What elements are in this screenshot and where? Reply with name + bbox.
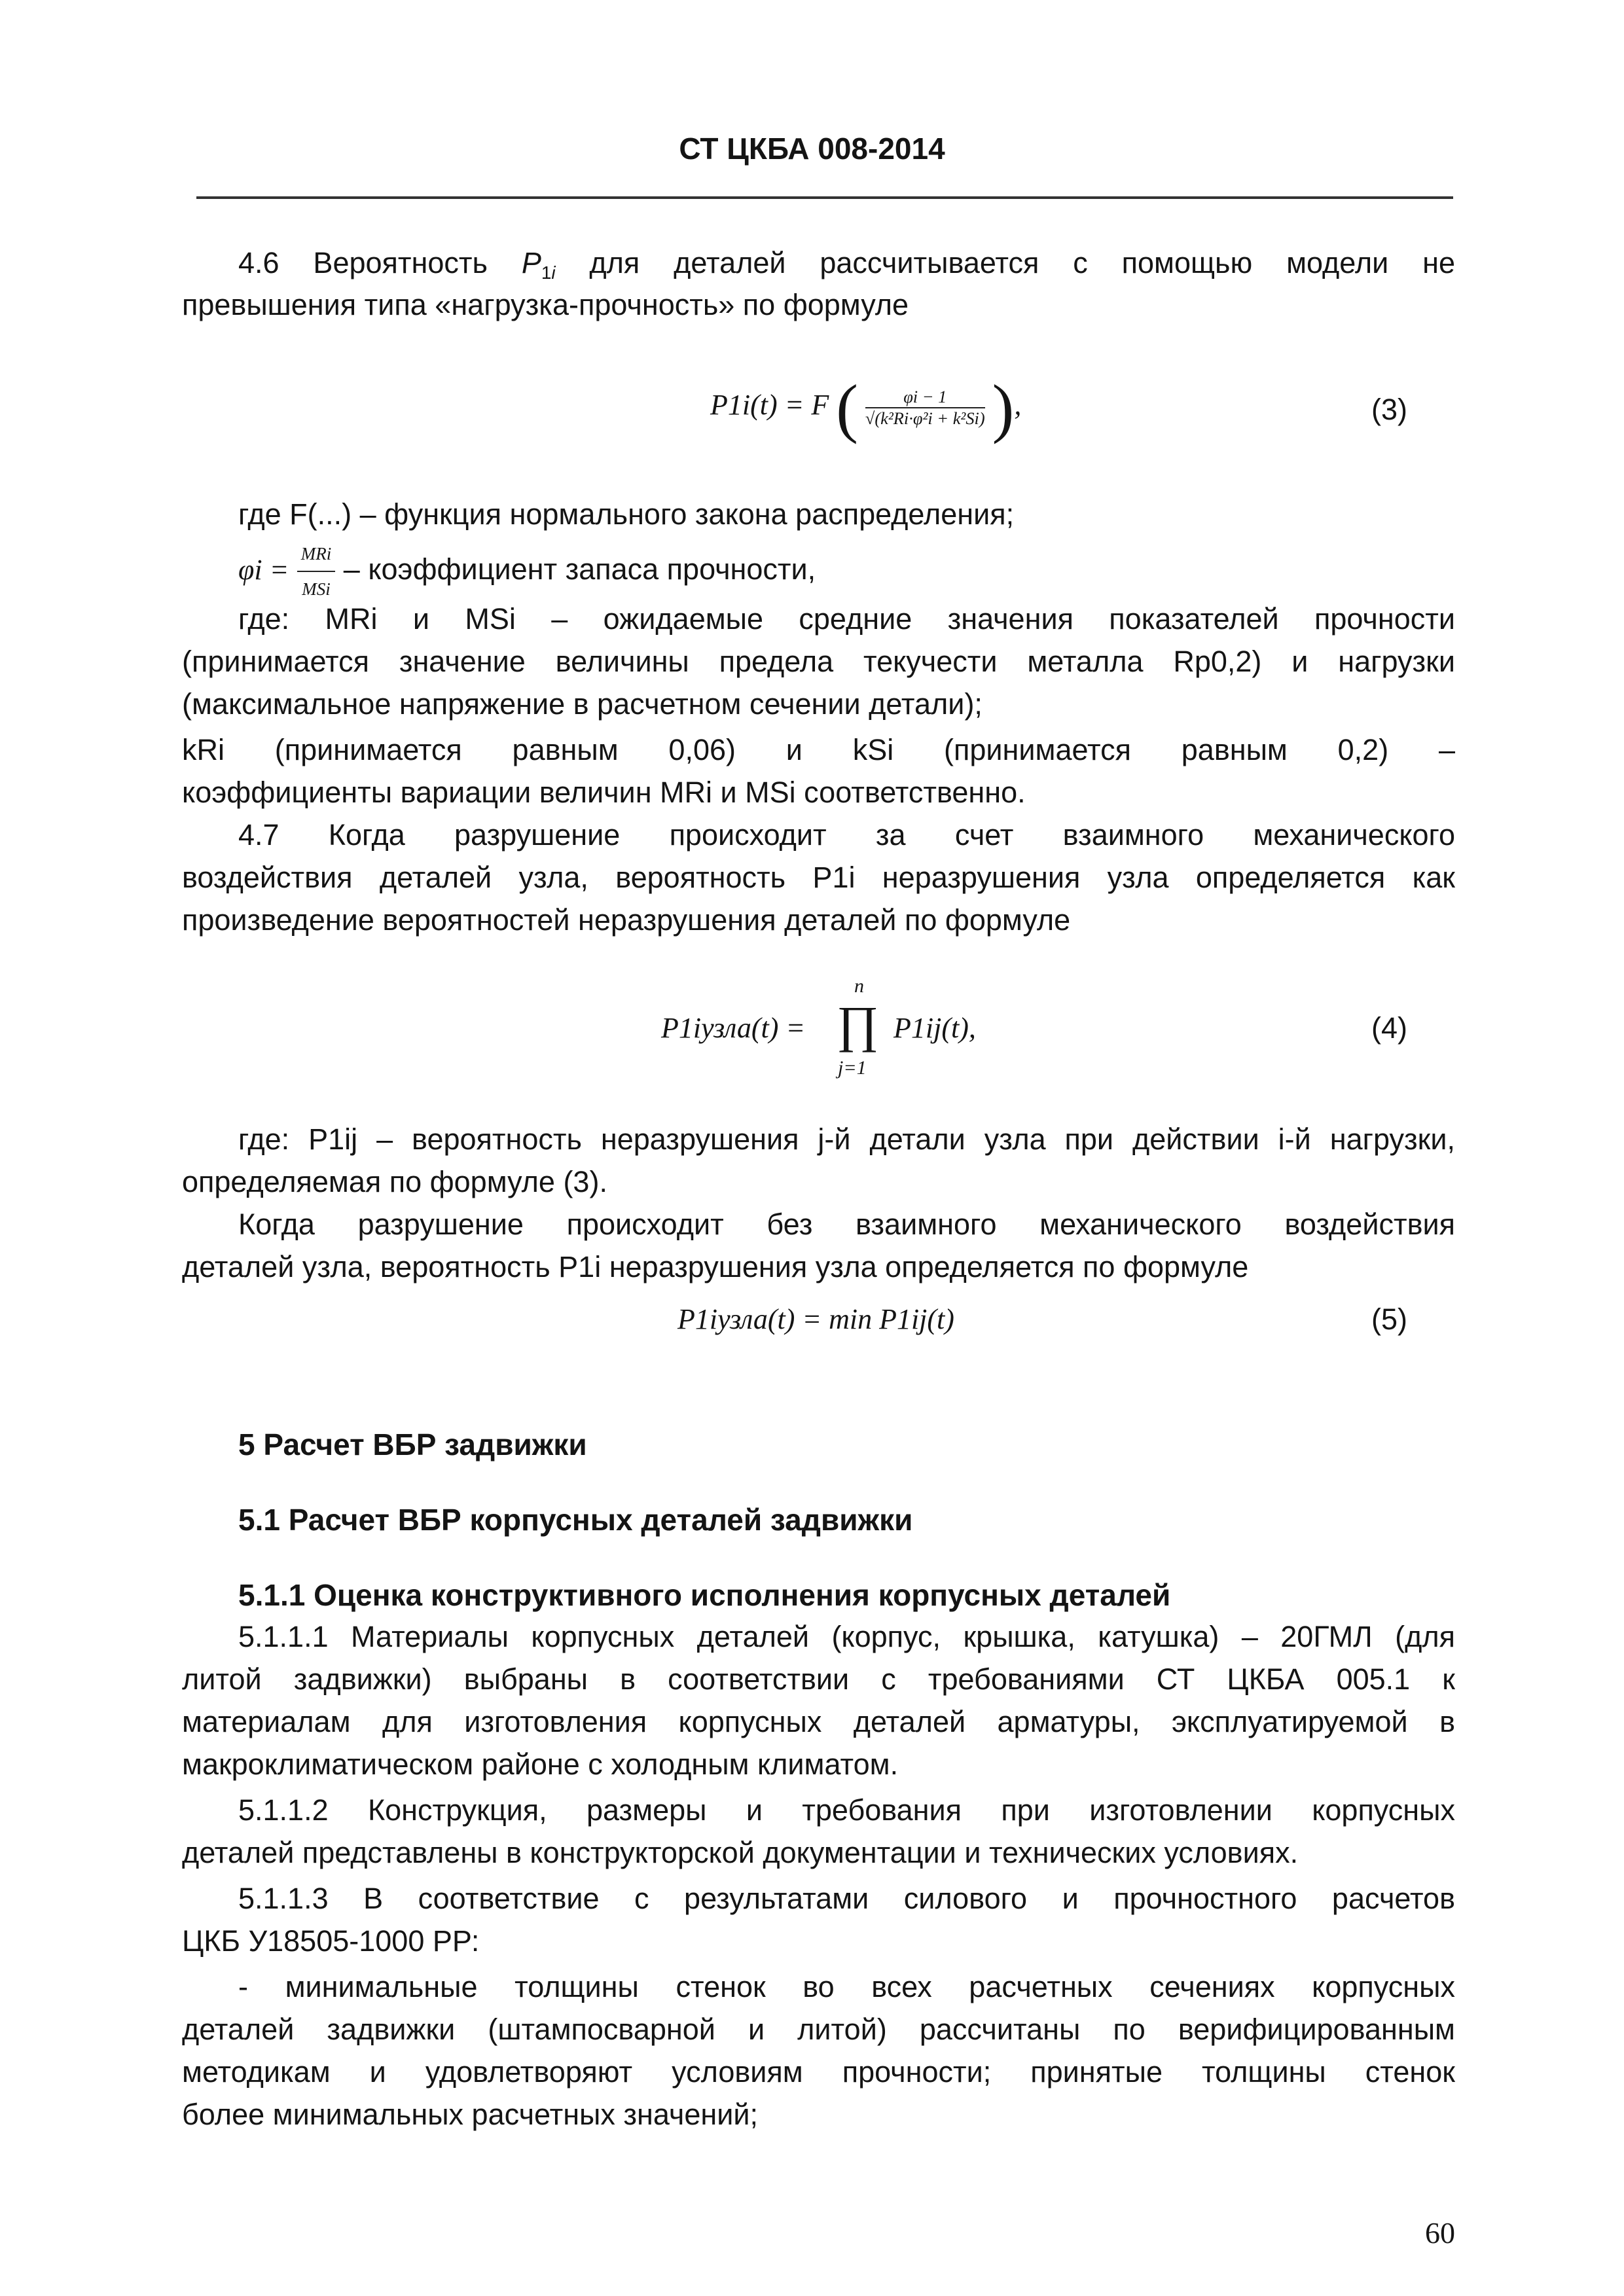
p5112-line-2: деталей представлены в конструкторской документации и технических условиях. (182, 1836, 1299, 1869)
where-m-line-3: (максимальное напряжение в расчетном сечении детали); (182, 687, 983, 721)
equation-5: P1iузла(t) = min P1ij(t) (677, 1303, 954, 1335)
p5113-line-2: ЦКБ У18505-1000 РР: (182, 1924, 480, 1958)
equation-4-number: (4) (1371, 1011, 1407, 1045)
bullet-line-2: деталей задвижки (штампосварной и литой) рассчитаны по верифицированным (182, 2013, 1455, 2046)
k-line-1: kRi (принимается равным 0,06) и kSi (принимается равным 0,2) – (182, 733, 1455, 766)
p46-line-1: 4.6 Вероятность P1i для деталей рассчитывается с помощью модели не (238, 246, 1455, 283)
heading-5-1: 5.1 Расчет ВБР корпусных деталей задвижки (238, 1503, 913, 1537)
document-header: СТ ЦКБА 008-2014 (679, 132, 945, 166)
bullet-line-1: - минимальные толщины стенок во всех расчетных сечениях корпусных (238, 1970, 1455, 2003)
p5111-line-2: литой задвижки) выбраны в соответствии с требованиями СТ ЦКБА 005.1 к (182, 1662, 1455, 1696)
bullet-line-4: более минимальных расчетных значений; (182, 2098, 759, 2131)
equation-5-number: (5) (1371, 1302, 1407, 1336)
p47-line-2: воздействия деталей узла, вероятность P1i неразрушения узла определяется как (182, 861, 1455, 894)
phi-definition: φi = $\frac{\text{MRi}}{\text{MSi}}$ – коэффициент запаса прочности, (238, 537, 1455, 606)
p-no-line-1: Когда разрушение происходит без взаимного механического воздействия (238, 1208, 1455, 1241)
where-p-line-2: определяемая по формуле (3). (182, 1165, 607, 1198)
p5111-line-4: макроклиматическом районе с холодным климатом. (182, 1748, 899, 1781)
p5111-line-3: материалам для изготовления корпусных деталей арматуры, эксплуатируемой в (182, 1705, 1455, 1738)
p-no-line-2: деталей узла, вероятность P1i неразрушения узла определяется по формуле (182, 1250, 1249, 1283)
p47-line-3: произведение вероятностей неразрушения деталей по формуле (182, 903, 1071, 937)
p5113-line-1: 5.1.1.3 В соответствие с результатами силового и прочностного расчетов (238, 1882, 1455, 1915)
where-p-line-1: где: P1ij – вероятность неразрушения j-й детали узла при действии i-й нагрузки, (238, 1122, 1455, 1156)
where-m-line-2: (принимается значение величины предела текучести металла Rp0,2) и нагрузки (182, 645, 1455, 678)
p46-line-2: превышения типа «нагрузка-прочность» по формуле (182, 288, 909, 321)
equation-3: P1i(t) = F ( $\frac{\varphi i - 1}{\text{√(k²Ri·φ²i + k²Si)}}$ ), (710, 371, 1022, 444)
where-f: где F(...) – функция нормального закона распределения; (238, 497, 1015, 531)
k-line-2: коэффициенты вариации величин MRi и MSi соответственно. (182, 776, 1026, 809)
where-m-line-1: где: MRi и MSi – ожидаемые средние значения показателей прочности (238, 602, 1455, 636)
heading-5: 5 Расчет ВБР задвижки (238, 1427, 587, 1462)
page-number: 60 (1425, 2216, 1455, 2250)
p47-line-1: 4.7 Когда разрушение происходит за счет взаимного механического (238, 818, 1455, 852)
heading-5-1-1: 5.1.1 Оценка конструктивного исполнения корпусных деталей (238, 1578, 1171, 1612)
equation-3-number: (3) (1371, 393, 1407, 426)
document-page: СТ ЦКБА 008-2014 4.6 Вероятность P1i для деталей рассчитывается с помощью модели не превышения типа «нагрузка-прочность» по формуле P1i(t) = F ( $\frac{\varphi i - 1}{\text{√(k²Ri·φ²i + k²Si)}}$ ), (3) где F(...) – функция нормального закона распределения; φi = $\frac{\text{MRi}}{\text{MSi}}$ – коэффициент запаса прочности, где: MRi и MSi – ожидаемые средние значения показателей прочности (принимается значение величины предела текучести металла Rp0,2) и нагрузки (максимальное напряжение в расчетном сечении детали); kRi (принимается равным 0,06) и kSi (принимается равным 0,2) – коэффициенты вариации величин MRi и MSi соответственно. 4.7 Когда разрушение происходит за счет взаимного механического воздействия деталей узла, вероятность P1i неразрушения узла определяется как произведение вероятностей неразрушения деталей по формуле P1iузла(t) = n ∏ j=1 P1ij(t), (4) где: P1ij – вероятность неразрушения j-й детали узла при действии i-й нагрузки, определяемая по формуле (3). Когда разрушение происходит без взаимного механического воздействия деталей узла, вероятность P1i неразрушения узла определяется по формуле P1iузла(t) = min P1ij(t) (5) 5 Расчет ВБР задвижки 5.1 Расчет ВБР корпусных деталей задвижки 5.1.1 Оценка конструктивного исполнения корпусных деталей 5.1.1.1 Материалы корпусных деталей (корпус, крышка, катушка) – 20ГМЛ (для литой задвижки) выбраны в соответствии с требованиями СТ ЦКБА 005.1 к материалам для изготовления корпусных деталей арматуры, эксплуатируемой в макроклиматическом районе с холодным климатом. 5.1.1.2 Конструкция, размеры и требования при изготовлении корпусных деталей представлены в конструкторской документации и технических условиях. 5.1.1.3 В соответствие с результатами силового и прочностного расчетов ЦКБ У18505-1000 РР: - минимальные толщины стенок во всех расчетных сечениях корпусных деталей задвижки (штампосварной и литой) рассчитаны по верифицированным методикам и удовлетворяют условиям прочности; принятые толщины стенок более минимальных расчетных значений; 60 (0, 0, 1624, 2296)
bullet-line-3: методикам и удовлетворяют условиям прочности; принятые толщины стенок (182, 2055, 1455, 2089)
p5111-line-1: 5.1.1.1 Материалы корпусных деталей (корпус, крышка, катушка) – 20ГМЛ (для (238, 1620, 1455, 1653)
header-rule (196, 196, 1453, 199)
p5112-line-1: 5.1.1.2 Конструкция, размеры и требования при изготовлении корпусных (238, 1793, 1455, 1827)
